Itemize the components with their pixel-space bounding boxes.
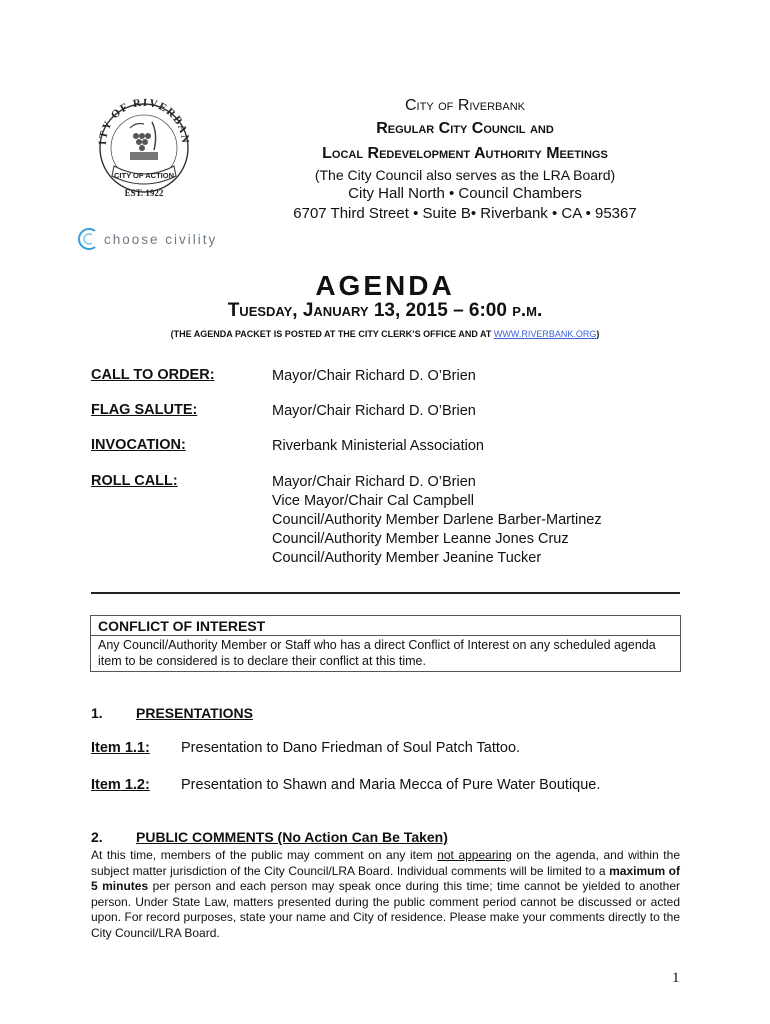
public-comments-body (91, 848, 680, 941)
call-to-order-label: CALL TO ORDER: (91, 367, 215, 383)
header-meeting-line1: Regular City Council and (376, 120, 554, 137)
city-seal (96, 92, 192, 216)
roll-call-list (272, 473, 602, 568)
item-1-2-text: Presentation to Shawn and Maria Mecca of Pure Water Boutique. (181, 777, 601, 793)
posted-prefix: (THE AGENDA PACKET IS POSTED AT THE CITY CLERK’S OFFICE AND AT (170, 329, 494, 339)
pc-text-underlined: not appearing (437, 848, 512, 862)
seal-top-text: ITY OF RIVERBAN (96, 96, 192, 146)
meeting-date: Tuesday, January 13, 2015 – 6:00 p.m. (227, 300, 543, 321)
header-meeting-line2: Local Redevelopment Authority Meetings (322, 145, 608, 162)
header-place: City Hall North • Council Chambers (348, 185, 582, 202)
roll-call-member: Mayor/Chair Richard D. O’Brien (272, 474, 476, 490)
roll-call-member: Council/Authority Member Leanne Jones Cruz (272, 531, 569, 547)
civility-swirl-icon (78, 227, 100, 251)
section-divider (91, 592, 680, 594)
flag-salute-label: FLAG SALUTE: (91, 402, 198, 418)
conflict-of-interest-box (90, 615, 681, 672)
invocation-value: Riverbank Ministerial Association (272, 438, 484, 454)
pc-text-part3: per person and each person may speak once during this time; time cannot be yielded to another person. Under State Law, matters presented during the public comment period cannot be discussed or acted upon. For record purposes, state your name and City of residence. Please make your comments directly to the City Council/LRA Board. (91, 879, 681, 940)
roll-call-member: Council/Authority Member Jeanine Tucker (272, 550, 542, 566)
header-note: (The City Council also serves as the LRA Board) (314, 167, 616, 183)
invocation-label: INVOCATION: (91, 437, 186, 453)
item-1-1-text: Presentation to Dano Friedman of Soul Patch Tattoo. (181, 740, 521, 756)
choose-civility-logo (78, 226, 217, 252)
conflict-body: Any Council/Authority Member or Staff who has a direct Conflict of Interest on any scheduled agenda item to be considered is to declare their conflict at this time. (98, 638, 656, 668)
header-address: 6707 Third Street • Suite B• Riverbank • CA • 95367 (293, 205, 637, 222)
seal-ribbon-text: CITY OF ACTION (114, 171, 174, 180)
presentations-heading (91, 705, 253, 721)
flag-salute-value: Mayor/Chair Richard D. O’Brien (272, 403, 476, 419)
item-1-1-label: Item 1.1: (91, 740, 150, 756)
website-link[interactable]: WWW.RIVERBANK.ORG (493, 329, 597, 339)
section-number: 1. (91, 705, 103, 721)
roll-call-label: ROLL CALL: (91, 473, 178, 489)
call-to-order-value: Mayor/Chair Richard D. O’Brien (272, 368, 476, 384)
header-city: City of Riverbank (404, 97, 526, 114)
roll-call-member: Council/Authority Member Darlene Barber-Martinez (272, 512, 602, 528)
pc-text-bold: maximum of 5 minutes (91, 863, 680, 893)
conflict-heading: CONFLICT OF INTEREST (91, 616, 680, 636)
page-number: 1 (672, 970, 680, 986)
item-1-2-label: Item 1.2: (91, 777, 150, 793)
posted-notice (0, 329, 770, 339)
posted-suffix: ) (596, 329, 600, 339)
section-number: 2. (91, 829, 103, 845)
city-seal-icon (96, 92, 192, 216)
civility-text: choose civility (104, 231, 218, 247)
section-title: PRESENTATIONS (136, 705, 253, 721)
seal-bottom-text: EST. 1922 (124, 188, 164, 198)
pc-text-part1: At this time, members of the public may comment on any item (91, 848, 438, 862)
agenda-title: AGENDA (315, 270, 455, 301)
roll-call-member: Vice Mayor/Chair Cal Campbell (272, 493, 475, 509)
public-comments-heading (91, 829, 448, 845)
section-title: PUBLIC COMMENTS (No Action Can Be Taken) (136, 829, 448, 845)
pc-text-part2: on the agenda, and within the subject matter jurisdiction of the City Council/LRA Board. Individual comments will be limited to a (91, 848, 680, 878)
